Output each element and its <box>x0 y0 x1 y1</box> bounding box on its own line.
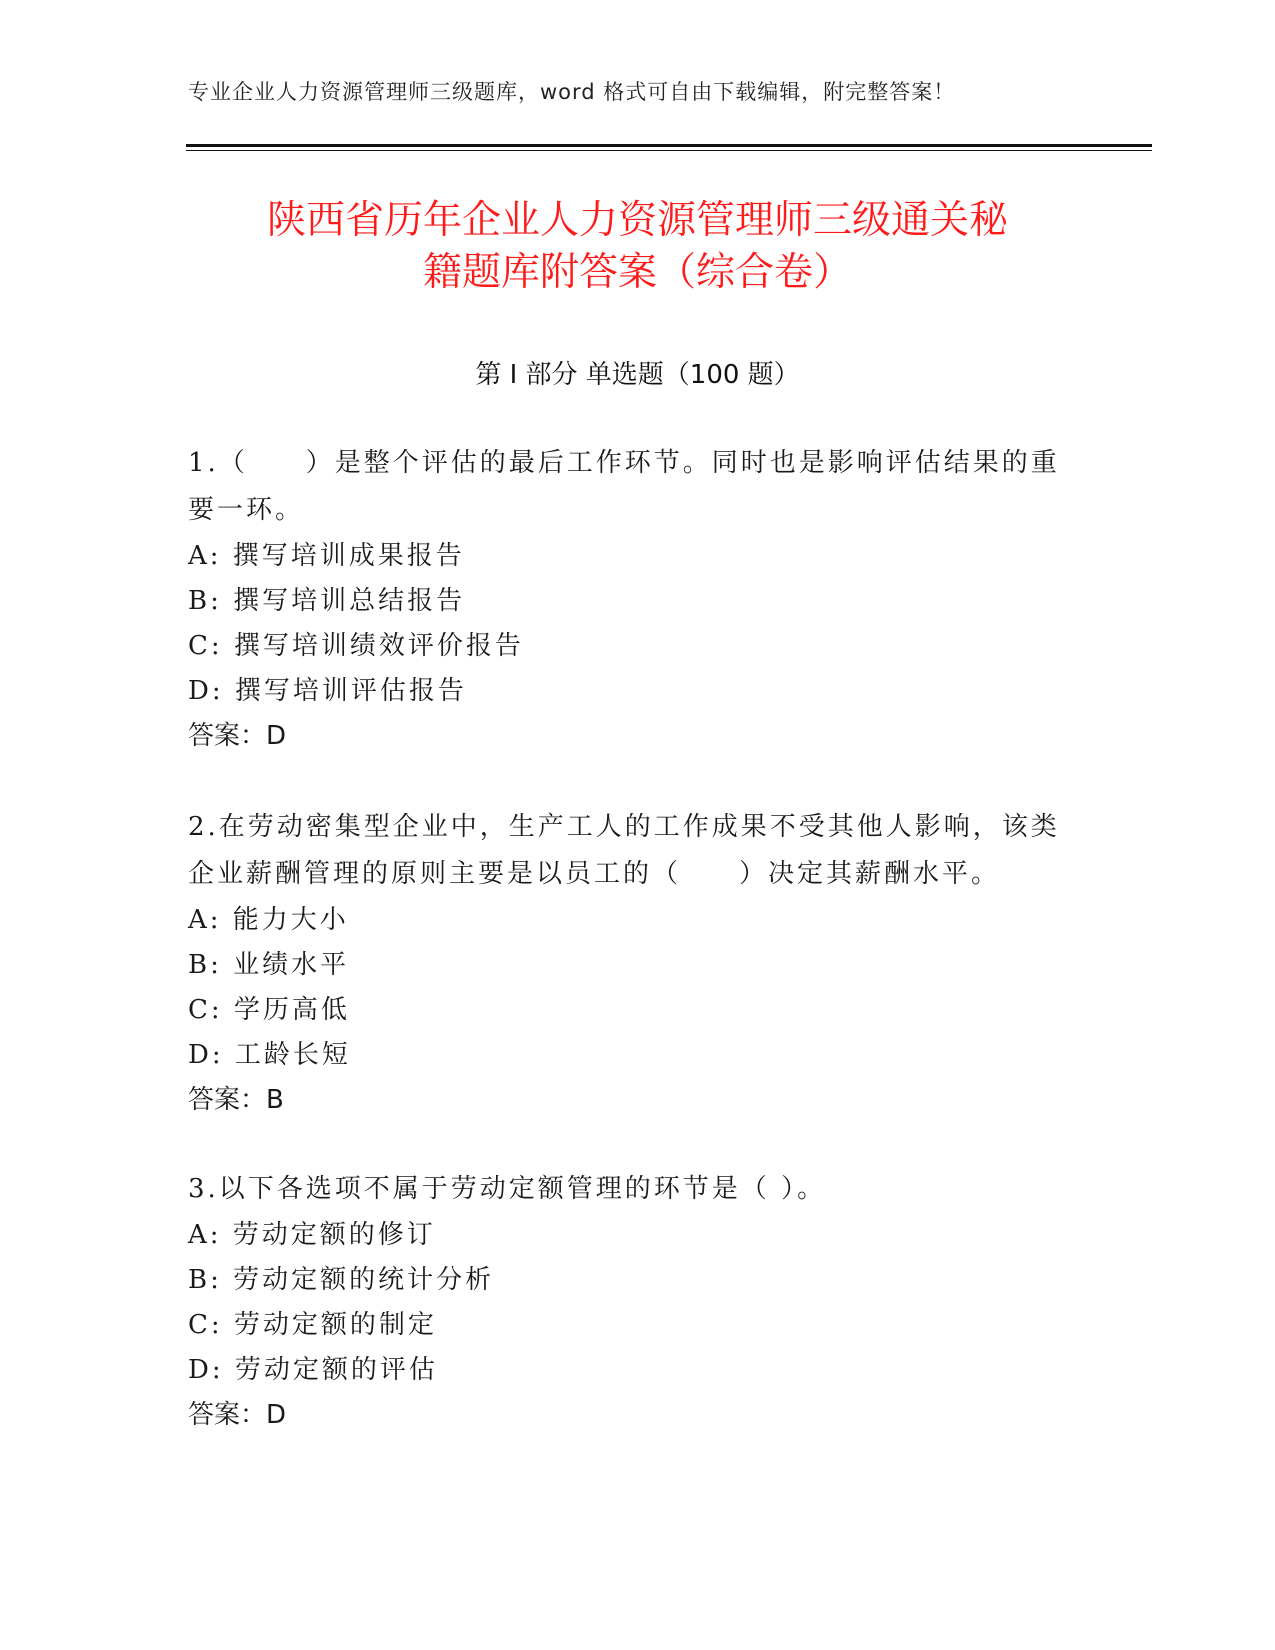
question-stem: 1.（ ）是整个评估的最后工作环节。同时也是影响评估结果的重要一环。 <box>188 448 1060 525</box>
option-a: A: 撰写培训成果报告 <box>188 541 465 571</box>
option-b: B: 撰写培训总结报告 <box>188 586 466 616</box>
answer: 答案：D <box>188 721 287 751</box>
question-1 <box>188 440 1068 759</box>
option-d: D: 劳动定额的评估 <box>188 1355 438 1385</box>
option-d: D: 撰写培训评估报告 <box>188 676 467 706</box>
option-c: C: 撰写培训绩效评价报告 <box>188 631 524 661</box>
header-note: 专业企业人力资源管理师三级题库，word 格式可自由下载编辑，附完整答案！ <box>188 80 956 104</box>
option-a: A: 劳动定额的修订 <box>188 1220 436 1250</box>
document-title <box>150 195 1125 299</box>
option-c: C: 学历高低 <box>188 995 350 1025</box>
section-title: 第 I 部分 单选题（100 题） <box>475 360 800 390</box>
question-2 <box>188 804 1068 1123</box>
option-c: C: 劳动定额的制定 <box>188 1310 437 1340</box>
answer: 答案：B <box>188 1085 284 1115</box>
option-b: B: 劳动定额的统计分析 <box>188 1265 495 1295</box>
option-d: D: 工龄长短 <box>188 1040 351 1070</box>
document-title-line1: 陕西省历年企业人力资源管理师三级通关秘 <box>266 198 1008 243</box>
question-stem: 3.以下各选项不属于劳动定额管理的环节是（ ）。 <box>188 1174 827 1204</box>
question-3 <box>188 1166 1068 1438</box>
option-a: A: 能力大小 <box>188 905 349 935</box>
document-title-line2: 籍题库附答案（综合卷） <box>422 250 852 295</box>
option-b: B: 业绩水平 <box>188 950 350 980</box>
answer: 答案：D <box>188 1400 287 1430</box>
header-rule-thick <box>186 144 1152 147</box>
question-stem: 2.在劳动密集型企业中，生产工人的工作成果不受其他人影响，该类企业薪酬管理的原则主要是以员工的（ ）决定其薪酬水平。 <box>188 812 1060 889</box>
header-rule-thin <box>186 150 1152 151</box>
